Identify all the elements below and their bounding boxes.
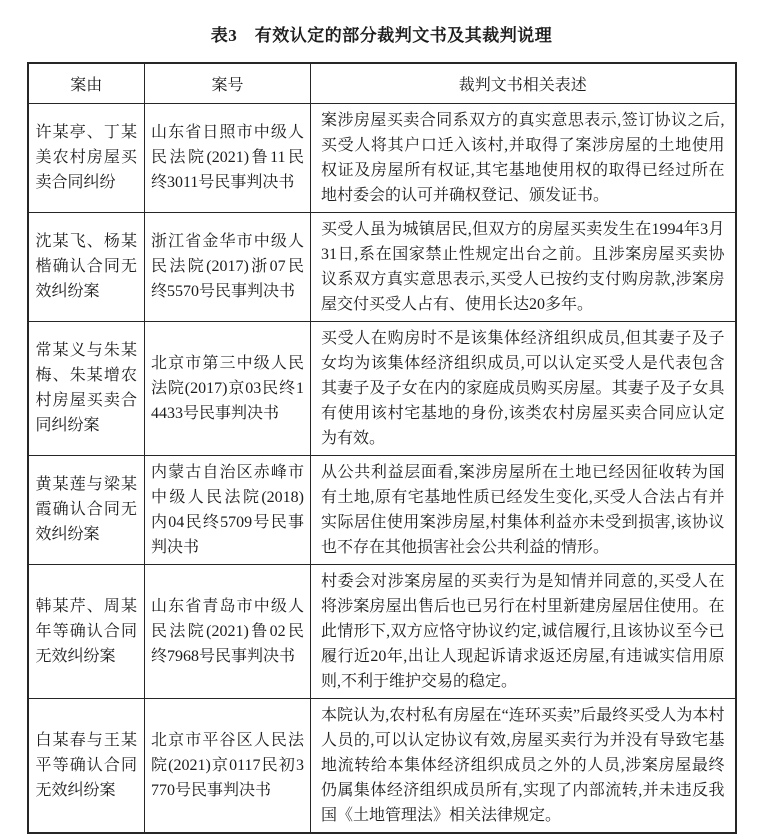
case-cause-cell: 白某春与王某平等确认合同无效纠纷案 (28, 698, 145, 833)
statement-cell: 从公共利益层面看,案涉房屋所在土地已经因征收转为国有土地,原有宅基地性质已经发生变化,买受人合法占有并实际居住使用案涉房屋,村集体利益亦未受到损害,该协议也不存在其他损害社会公共利益的情形。 (311, 455, 736, 564)
header-judgment-statement: 裁判文书相关表述 (311, 63, 736, 103)
statement-cell: 本院认为,农村私有房屋在“连环买卖”后最终买受人为本村人员的,可以认定协议有效,房屋买卖行为并没有导致宅基地流转给本集体经济组织成员之外的人员,涉案房屋最终仍属集体经济组织成员所有,实现了内部流转,并未违反我国《土地管理法》相关法律规定。 (311, 698, 736, 833)
case-cause-cell: 常某义与朱某梅、朱某增农村房屋买卖合同纠纷案 (28, 321, 145, 455)
statement-cell: 村委会对涉案房屋的买卖行为是知情并同意的,买受人在将涉案房屋出售后也已另行在村里新建房屋居住使用。在此情形下,双方应恪守协议约定,诚信履行,且该协议至今已履行近20年,出让人现起诉请求返还房屋,有违诚实信用原则,不利于维护交易的稳定。 (311, 564, 736, 698)
case-number-cell: 北京市平谷区人民法院(2021)京0117民初3770号民事判决书 (145, 698, 311, 833)
table-row (28, 212, 736, 321)
case-number-cell: 浙江省金华市中级人民法院(2017)浙07民终5570号民事判决书 (145, 212, 311, 321)
table-caption: 表3 有效认定的部分裁判文书及其裁判说理 (210, 26, 553, 45)
table-row (28, 103, 736, 212)
table-row (28, 698, 736, 833)
case-cause-cell: 黄某莲与梁某霞确认合同无效纠纷案 (28, 455, 145, 564)
case-number-cell: 北京市第三中级人民法院(2017)京03民终14433号民事判决书 (145, 321, 311, 455)
case-cause-cell: 许某亭、丁某美农村房屋买卖合同纠纷 (28, 103, 145, 212)
case-number-cell: 山东省日照市中级人民法院(2021)鲁11民终3011号民事判决书 (145, 103, 311, 212)
statement-cell: 买受人虽为城镇居民,但双方的房屋买卖发生在1994年3月31日,系在国家禁止性规定出台之前。且涉案房屋买卖协议系双方真实意思表示,买受人已按约支付购房款,涉案房屋交付买受人占有、使用长达20多年。 (311, 212, 736, 321)
case-number-cell: 内蒙古自治区赤峰市中级人民法院(2018)内04民终5709号民事判决书 (145, 455, 311, 564)
table-row (28, 564, 736, 698)
header-row (28, 63, 736, 103)
judgment-documents-table (27, 62, 737, 834)
table-row (28, 321, 736, 455)
table-row (28, 455, 736, 564)
header-case-number: 案号 (145, 63, 311, 103)
case-cause-cell: 韩某芹、周某年等确认合同无效纠纷案 (28, 564, 145, 698)
case-cause-cell: 沈某飞、杨某楷确认合同无效纠纷案 (28, 212, 145, 321)
statement-cell: 案涉房屋买卖合同系双方的真实意思表示,签订协议之后,买受人将其户口迁入该村,并取得了案涉房屋的土地使用权证及房屋所有权证,其宅基地使用权的取得已经过所在地村委会的认可并确权登记、颁发证书。 (311, 103, 736, 212)
header-case-cause: 案由 (28, 63, 145, 103)
case-number-cell: 山东省青岛市中级人民法院(2021)鲁02民终7968号民事判决书 (145, 564, 311, 698)
statement-cell: 买受人在购房时不是该集体经济组织成员,但其妻子及子女均为该集体经济组织成员,可以认定买受人是代表包含其妻子及子女在内的家庭成员购买房屋。其妻子及子女具有使用该村宅基地的身份,该类农村房屋买卖合同应认定为有效。 (311, 321, 736, 455)
